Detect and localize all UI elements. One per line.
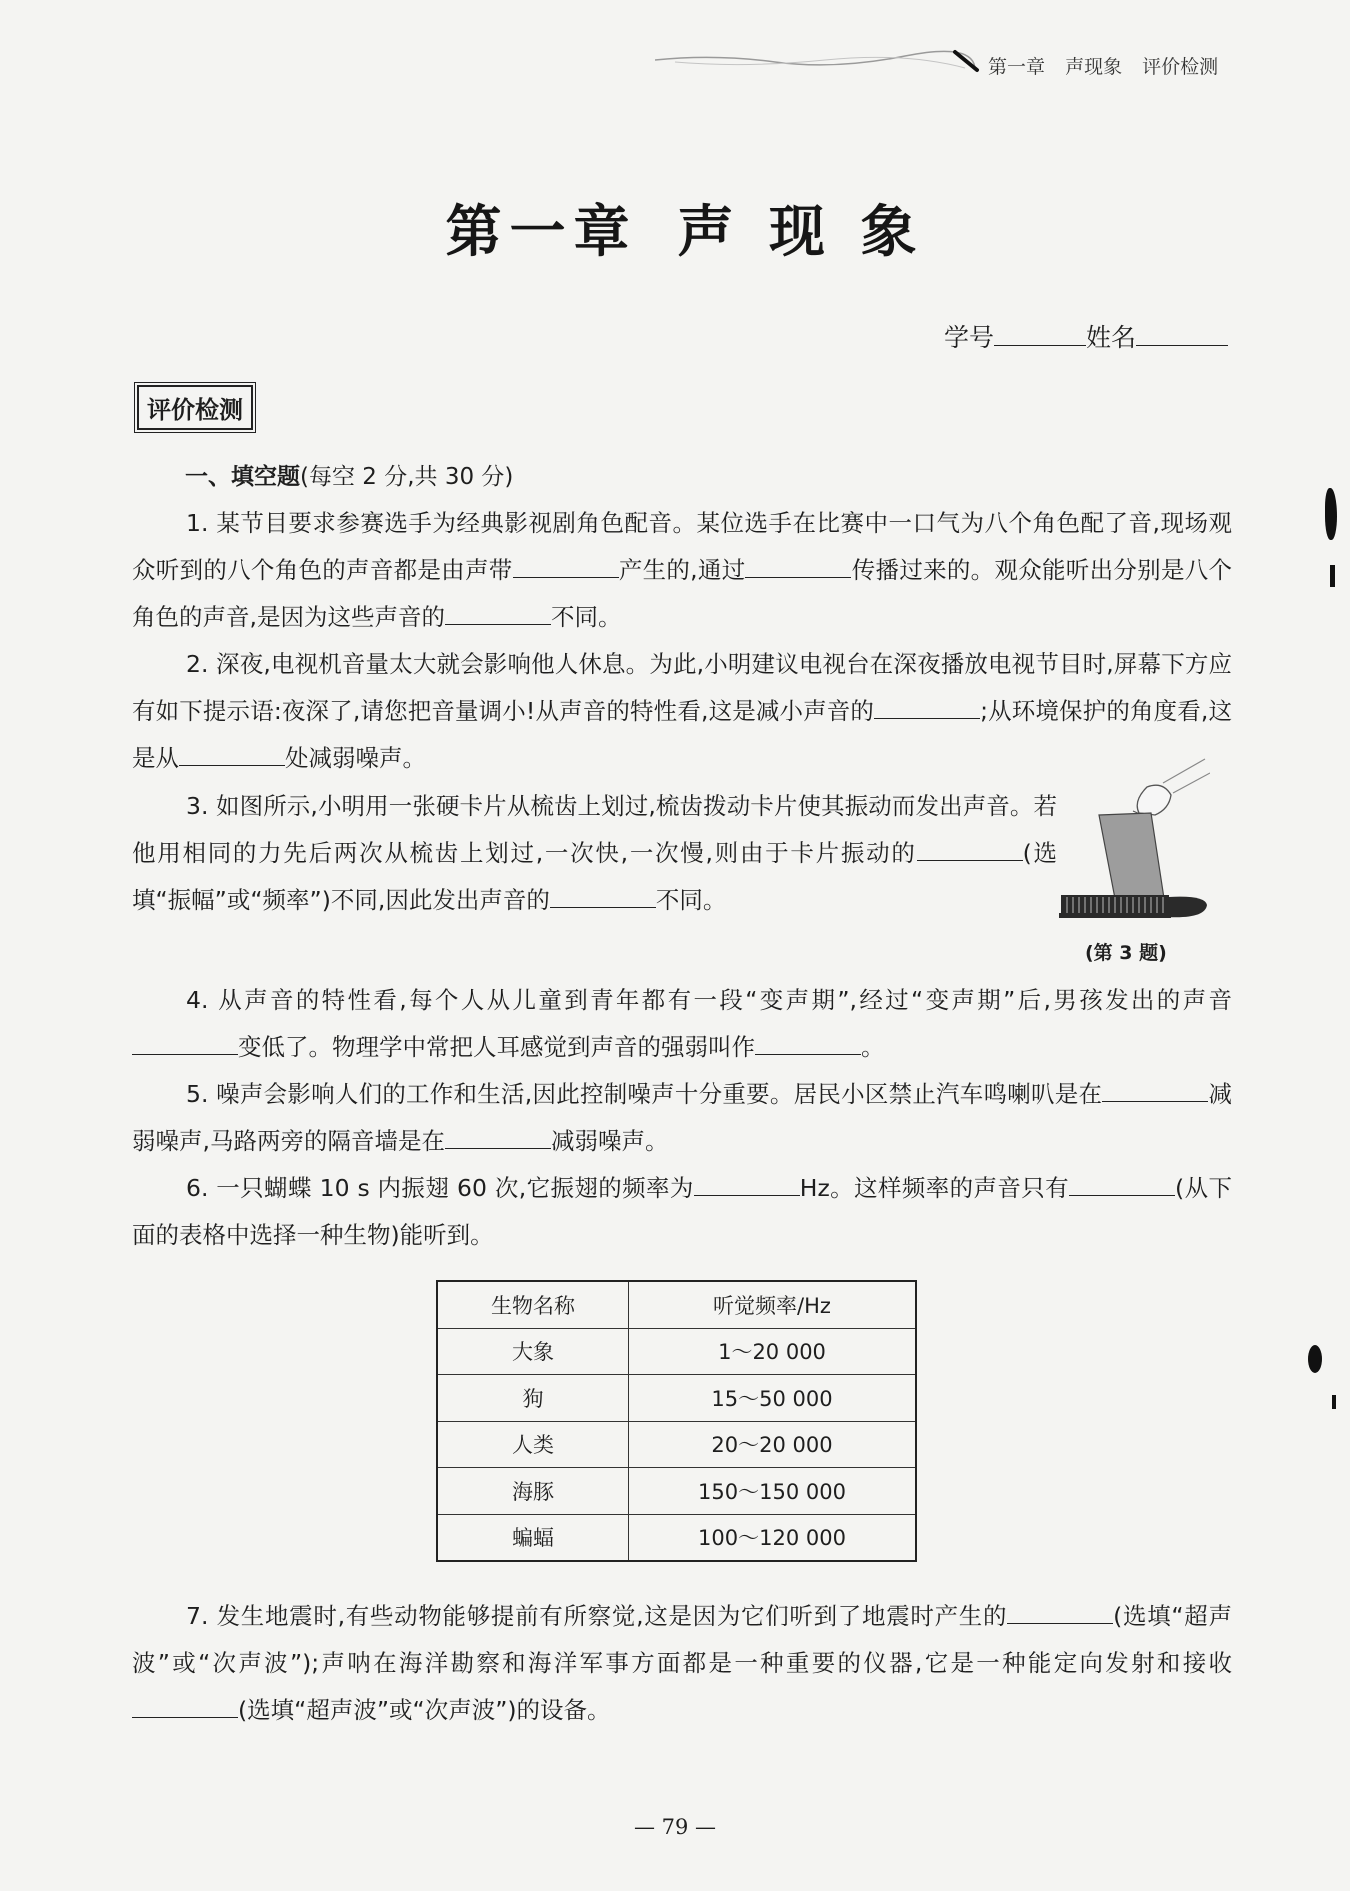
hand-outline [1137,785,1171,815]
page-number: — 79 — [633,1815,717,1839]
scan-ink-mark [1330,565,1335,587]
q7-blank-2[interactable] [132,1716,238,1718]
header-topic: 声现象 [1065,56,1123,78]
frequency-cell: 150～150 000 [629,1468,917,1515]
section-label-box: 评价检测 [137,385,253,430]
frequency-cell: 15～50 000 [629,1375,917,1422]
student-info-line [944,318,1228,354]
comb-handle [1167,897,1207,918]
running-header [988,52,1218,79]
table-row [437,1421,916,1468]
table-row [437,1375,916,1422]
scan-ink-mark [1332,1395,1336,1409]
question-1: 1. 某节目要求参赛选手为经典影视剧角色配音。某位选手在比赛中一口气为八个角色配了音,现场观众听到的八个角色的声音都是由声带 产生的,通过 传播过来的。观众能听出分别是八个角色的声音,是因为这些声音的 不同。 [132,509,1233,631]
q6-blank-2[interactable] [1069,1194,1175,1196]
q4-blank-1[interactable] [132,1053,238,1055]
table-row [437,1514,916,1561]
header-decorative-curve [655,48,985,88]
student-name-blank[interactable] [1136,344,1228,346]
question-3: 3. 如图所示,小明用一张硬卡片从梳齿上划过,梳齿拨动卡片使其振动而发出声音。若他用相同的力先后两次从梳齿上划过,一次快,一次慢,则由于卡片振动的 (选填“振幅”或“频率”)不同,因此发出声音的 不同。 [132,792,1057,914]
sleeve-lines [1163,759,1210,793]
fill-in-title: 一、填空题 [185,464,300,490]
table-header-row [437,1281,916,1328]
title-topic: 声 现 象 [677,199,925,265]
student-name-label: 姓名 [1085,323,1136,352]
question-4: 4. 从声音的特性看,每个人从儿童到青年都有一段“变声期”,经过“变声期”后,男孩发出的声音变低了。物理学中常把人耳感觉到声音的强弱叫作 。 [132,977,1232,1071]
question-2: 2. 深夜,电视机音量太大就会影响他人休息。为此,小明建议电视台在深夜播放电视节目时,屏幕下方应有如下提示语:夜深了,请您把音量调小!从声音的特性看,这是减小声音的 ;从环境保护的角度看,这是从 处减弱噪声。 [132,650,1232,772]
q6-blank-1[interactable] [694,1194,800,1196]
organism-cell: 蝙蝠 [437,1514,629,1561]
fill-in-scoring: (每空 2 分,共 30 分) [300,464,514,490]
frequency-cell: 20～20 000 [629,1421,917,1468]
table-header-organism: 生物名称 [437,1281,629,1328]
q2-blank-1[interactable] [874,717,980,719]
q1-blank-3[interactable] [445,623,551,625]
header-chapter: 第一章 [988,56,1046,78]
q3-blank-1[interactable] [917,859,1023,861]
table-row [437,1328,916,1375]
q1-blank-2[interactable] [745,576,851,578]
hard-card [1099,813,1165,909]
organism-cell: 海豚 [437,1468,629,1515]
frequency-cell: 1～20 000 [629,1328,917,1375]
student-id-label: 学号 [943,323,994,352]
question-7: 7. 发生地震时,有些动物能够提前有所察觉,这是因为它们听到了地震时产生的 (选填“超声波”或“次声波”);声呐在海洋勘察和海洋军事方面都是一种重要的仪器,它是一种能定向发射和接收(选填“超声波”或“次声波”)的设备。 [132,1602,1232,1724]
fill-in-heading [185,458,513,491]
q3-blank-2[interactable] [550,906,656,908]
q7-blank-1[interactable] [1007,1622,1113,1624]
organism-cell: 狗 [437,1375,629,1422]
q5-blank-2[interactable] [445,1147,551,1149]
question-5: 5. 噪声会影响人们的工作和生活,因此控制噪声十分重要。居民小区禁止汽车鸣喇叭是在 减弱噪声,马路两旁的隔音墙是在 减弱噪声。 [132,1080,1232,1155]
frequency-cell: 100～120 000 [629,1514,917,1561]
organism-cell: 大象 [437,1328,629,1375]
comb-card-figure [1055,757,1210,932]
q1-blank-1[interactable] [513,576,619,578]
question-6: 6. 一只蝴蝶 10 s 内振翅 60 次,它振翅的频率为 Hz。这样频率的声音只有 (从下面的表格中选择一种生物)能听到。 [132,1174,1232,1249]
hearing-frequency-table [436,1280,917,1562]
header-section: 评价检测 [1142,56,1219,78]
table-header-frequency: 听觉频率/Hz [629,1281,917,1328]
q5-blank-1[interactable] [1102,1100,1208,1102]
figure-3-caption: (第 3 题) [1085,942,1167,964]
student-id-blank[interactable] [994,344,1086,346]
organism-cell: 人类 [437,1421,629,1468]
scan-ink-mark [1308,1345,1322,1373]
title-chapter: 第一章 [445,199,638,265]
q2-blank-2[interactable] [179,764,285,766]
page-title [0,188,1350,268]
table-row [437,1468,916,1515]
q4-blank-2[interactable] [755,1053,861,1055]
scan-ink-mark [1325,488,1337,540]
